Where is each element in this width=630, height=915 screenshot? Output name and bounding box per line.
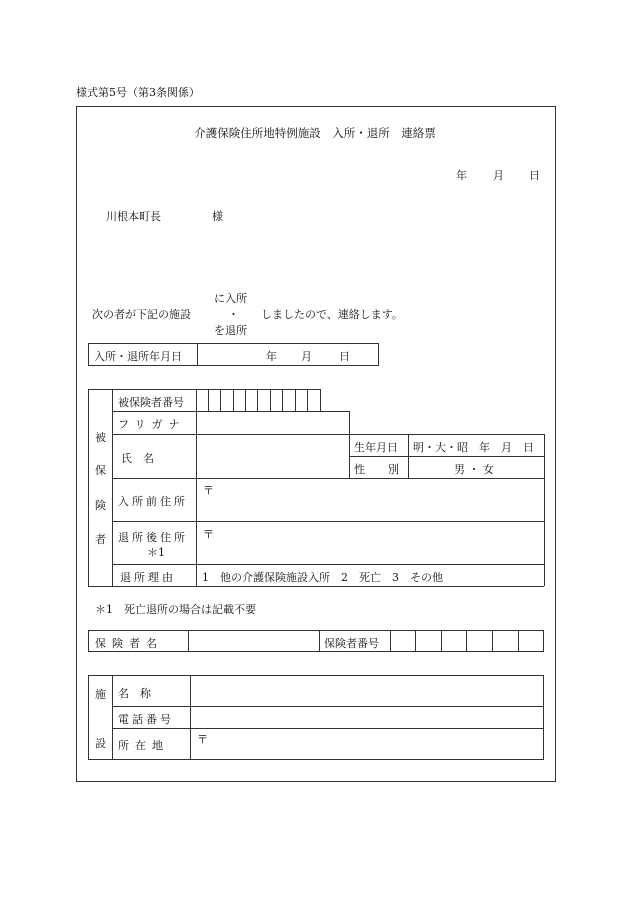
- facility-name-label: 名 称: [118, 687, 151, 700]
- page-title: 介護保険住所地特例施設 入所・退所 連絡票: [194, 126, 436, 140]
- admission-date-month: 月: [301, 350, 312, 363]
- prev-address-post-icon: 〒: [203, 484, 214, 497]
- reason-label: 退所理由: [120, 571, 176, 584]
- notice-prefix: 次の者が下記の施設: [92, 308, 191, 321]
- admission-date-day: 日: [339, 350, 350, 363]
- date-year: 年: [456, 169, 467, 182]
- insurer-name-label: 保険者名: [95, 637, 163, 650]
- option-leave: を退所: [214, 324, 247, 337]
- facility-side-char-2: 設: [95, 737, 106, 750]
- furigana-label: フリガナ: [118, 418, 186, 431]
- insurer-number-label: 保険者番号: [324, 637, 379, 650]
- addressee-honorific: 様: [212, 210, 223, 223]
- birth-value: 明・大・昭 年 月 日: [413, 441, 534, 454]
- notice-suffix: しましたので、連絡します。: [261, 308, 403, 321]
- facility-side-char-1: 施: [95, 688, 106, 701]
- admission-date-year: 年: [266, 350, 277, 363]
- admission-date-label: 入所・退所年月日: [94, 350, 182, 363]
- insured-side-char-2: 保: [95, 464, 106, 477]
- name-label: 氏 名: [121, 452, 154, 465]
- option-admit: に入所: [214, 292, 247, 305]
- insured-side-char-3: 険: [95, 499, 106, 512]
- reason-value: 1 他の介護保険施設入所 2 死亡 3 その他: [202, 571, 443, 584]
- after-address-label: 退所後住所: [118, 531, 188, 544]
- sex-label: 性 別: [354, 463, 405, 476]
- insured-number-label: 被保険者番号: [118, 396, 184, 409]
- form-number-label: 様式第5号（第3条関係）: [76, 86, 200, 99]
- date-day: 日: [529, 169, 540, 182]
- facility-address-label: 所在地: [118, 739, 169, 752]
- after-address-post-icon: 〒: [203, 528, 214, 541]
- name-field[interactable]: [197, 435, 348, 477]
- facility-phone-label: 電話番号: [118, 713, 174, 726]
- after-address-note: ＊1: [147, 546, 165, 559]
- addressee-name: 川根本町長: [106, 210, 161, 223]
- facility-post-icon: 〒: [197, 733, 208, 746]
- date-month: 月: [493, 169, 504, 182]
- sex-value: 男 ・ 女: [454, 463, 494, 476]
- birth-label: 生年月日: [354, 441, 398, 454]
- prev-address-label: 入所前住所: [118, 495, 188, 508]
- insured-side-char-1: 被: [95, 431, 106, 444]
- option-dot: ・: [228, 308, 239, 321]
- insured-side-char-4: 者: [95, 533, 106, 546]
- footnote: ＊1 死亡退所の場合は記載不要: [95, 603, 256, 616]
